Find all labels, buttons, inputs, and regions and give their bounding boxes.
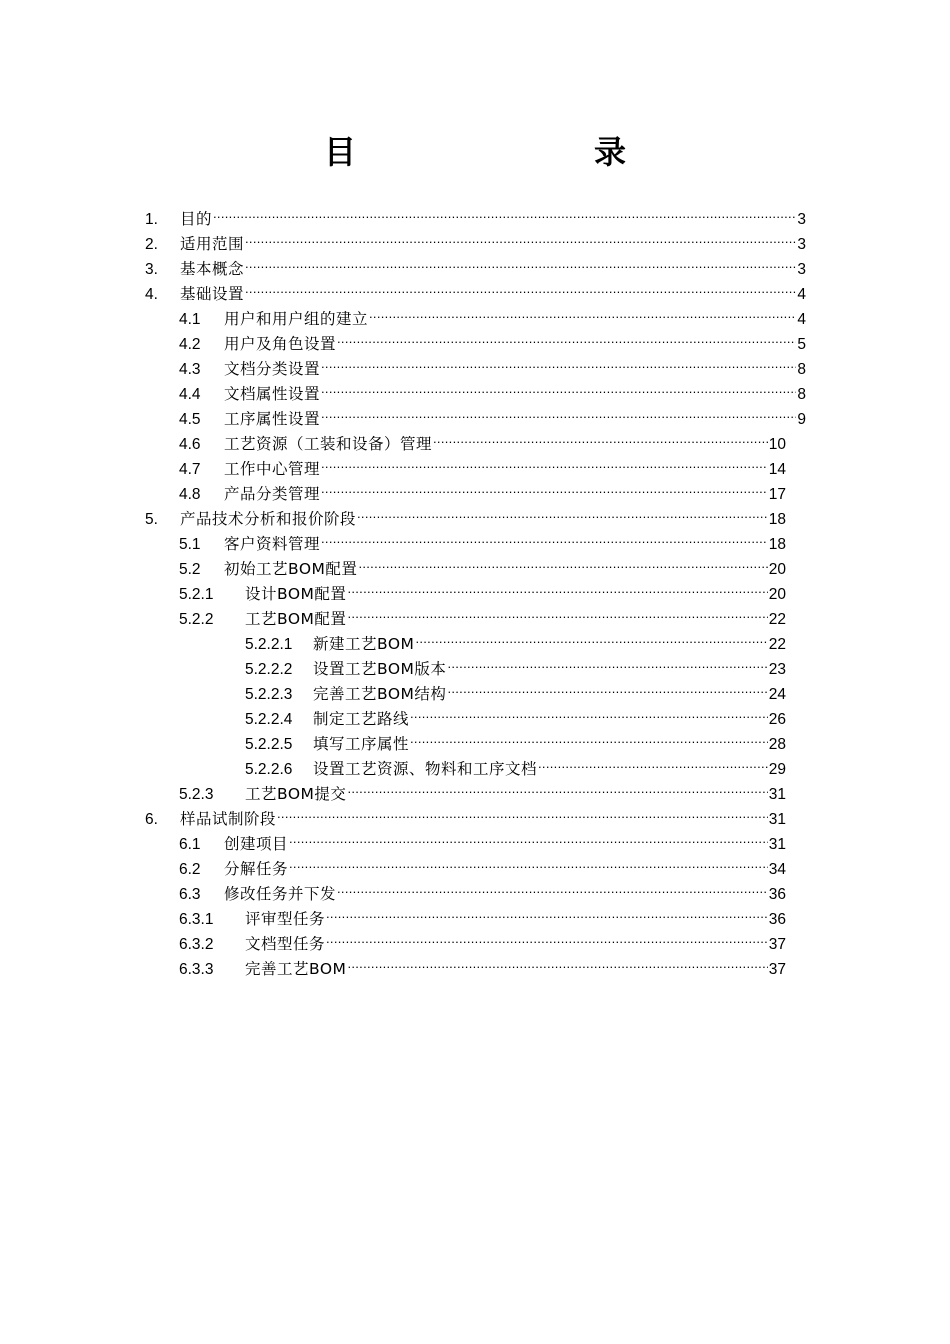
toc-entry-page: 18 <box>768 511 786 528</box>
toc-leader-dots <box>326 924 768 949</box>
toc-leader-dots <box>433 424 768 449</box>
toc-leader-dots <box>410 724 768 749</box>
toc-entry-page: 28 <box>768 736 786 753</box>
toc-entry[interactable] <box>145 449 786 478</box>
toc-entry[interactable] <box>145 724 786 753</box>
toc-entry-page: 22 <box>768 636 786 653</box>
toc-entry-page: 20 <box>768 586 786 603</box>
toc-entry-number: 1. <box>145 211 158 228</box>
toc-entry-title: 完善工艺BOM <box>245 960 347 978</box>
toc-leader-dots <box>347 949 767 974</box>
toc-entry-number: 6.3 <box>179 886 201 903</box>
toc-entry-page: 4 <box>797 311 806 328</box>
toc-entry[interactable] <box>145 249 806 278</box>
toc-leader-dots <box>321 399 796 424</box>
toc-entry-number: 5.2.2 <box>179 611 214 628</box>
toc-entry-number: 6.3.3 <box>179 961 214 978</box>
toc-entry[interactable] <box>145 574 786 603</box>
toc-leader-dots <box>245 249 796 274</box>
toc-entry-title: 填写工序属性 <box>313 735 410 753</box>
toc-entry-title: 产品技术分析和报价阶段 <box>180 510 357 528</box>
toc-entry-number: 3. <box>145 261 158 278</box>
toc-entry-page: 37 <box>768 961 786 978</box>
toc-leader-dots <box>213 199 796 224</box>
toc-entry-title: 文档型任务 <box>245 935 326 953</box>
toc-entry-page: 10 <box>768 436 786 453</box>
toc-entry-title: 完善工艺BOM结构 <box>313 685 447 703</box>
toc-title: 目 录 <box>323 133 684 171</box>
toc-entry-title: 基本概念 <box>180 260 245 278</box>
toc-entry-title: 创建项目 <box>224 835 289 853</box>
toc-entry-number: 5.2.2.4 <box>245 711 293 728</box>
toc-leader-dots <box>277 799 768 824</box>
toc-entry-number: 4.8 <box>179 486 201 503</box>
toc-entry-page: 31 <box>768 786 786 803</box>
toc-entry-number: 5. <box>145 511 158 528</box>
toc-leader-dots <box>447 674 767 699</box>
toc-entry[interactable] <box>145 549 786 578</box>
toc-entry[interactable] <box>145 824 786 853</box>
toc-entry-title: 工艺BOM配置 <box>245 610 347 628</box>
toc-leader-dots <box>538 749 768 774</box>
toc-entry-number: 5.2.2.2 <box>245 661 293 678</box>
toc-entry-title: 目的 <box>180 210 213 228</box>
toc-entry[interactable] <box>145 499 786 528</box>
toc-entry-title: 文档分类设置 <box>224 360 321 378</box>
table-of-contents <box>145 199 806 978</box>
toc-entry-page: 26 <box>768 711 786 728</box>
toc-entry-title: 文档属性设置 <box>224 385 321 403</box>
toc-leader-dots <box>447 649 767 674</box>
toc-entry-title: 产品分类管理 <box>224 485 321 503</box>
toc-leader-dots <box>289 824 768 849</box>
toc-leader-dots <box>245 274 796 299</box>
toc-entry-page: 18 <box>768 536 786 553</box>
toc-leader-dots <box>321 474 768 499</box>
toc-entry-page: 3 <box>797 236 806 253</box>
toc-entry-number: 6.1 <box>179 836 201 853</box>
toc-entry-page: 22 <box>768 611 786 628</box>
toc-entry-page: 24 <box>768 686 786 703</box>
toc-entry-number: 5.2.3 <box>179 786 214 803</box>
toc-entry-number: 4.7 <box>179 461 201 478</box>
toc-entry-number: 6.3.2 <box>179 936 214 953</box>
toc-entry-page: 14 <box>768 461 786 478</box>
toc-entry-page: 37 <box>768 936 786 953</box>
toc-entry[interactable] <box>145 649 786 678</box>
toc-entry-number: 5.2.2.3 <box>245 686 293 703</box>
toc-entry[interactable] <box>145 474 786 503</box>
toc-entry-title: 适用范围 <box>180 235 245 253</box>
toc-entry-title: 客户资料管理 <box>224 535 321 553</box>
toc-entry-title: 基础设置 <box>180 285 245 303</box>
toc-entry-title: 工艺BOM提交 <box>245 785 347 803</box>
toc-leader-dots <box>415 624 767 649</box>
toc-entry-number: 4. <box>145 286 158 303</box>
toc-entry-number: 6. <box>145 811 158 828</box>
toc-entry-title: 初始工艺BOM配置 <box>224 560 358 578</box>
toc-entry[interactable] <box>145 299 806 328</box>
toc-entry-title: 设置工艺资源、物料和工序文档 <box>313 760 538 778</box>
toc-leader-dots <box>347 574 767 599</box>
toc-entry-page: 8 <box>797 386 806 403</box>
toc-entry-page: 29 <box>768 761 786 778</box>
toc-entry[interactable] <box>145 524 786 553</box>
toc-entry-title: 评审型任务 <box>245 910 326 928</box>
toc-entry-page: 36 <box>768 886 786 903</box>
toc-leader-dots <box>358 549 767 574</box>
toc-leader-dots <box>321 524 768 549</box>
toc-entry-number: 4.3 <box>179 361 201 378</box>
toc-entry-number: 2. <box>145 236 158 253</box>
toc-entry[interactable] <box>145 349 806 378</box>
toc-entry-title: 设置工艺BOM版本 <box>313 660 447 678</box>
toc-entry-page: 3 <box>797 211 806 228</box>
toc-entry-title: 用户和用户组的建立 <box>224 310 369 328</box>
toc-entry[interactable] <box>145 924 786 953</box>
toc-leader-dots <box>369 299 796 324</box>
toc-entry-page: 5 <box>797 336 806 353</box>
toc-entry-title: 分解任务 <box>224 860 289 878</box>
toc-entry[interactable] <box>145 599 786 628</box>
toc-entry[interactable] <box>145 774 786 803</box>
toc-entry-number: 6.3.1 <box>179 911 214 928</box>
toc-leader-dots <box>326 899 768 924</box>
toc-leader-dots <box>321 449 768 474</box>
toc-entry-page: 3 <box>797 261 806 278</box>
toc-leader-dots <box>289 849 768 874</box>
toc-entry-title: 修改任务并下发 <box>224 885 337 903</box>
toc-leader-dots <box>245 224 796 249</box>
toc-entry[interactable] <box>145 799 786 828</box>
toc-entry-number: 4.1 <box>179 311 201 328</box>
toc-entry[interactable] <box>145 324 806 353</box>
toc-leader-dots <box>347 774 767 799</box>
toc-leader-dots <box>357 499 768 524</box>
toc-entry-page: 17 <box>768 486 786 503</box>
toc-entry-title: 用户及角色设置 <box>224 335 337 353</box>
toc-entry-page: 23 <box>768 661 786 678</box>
toc-entry-page: 8 <box>797 361 806 378</box>
toc-entry[interactable] <box>145 199 806 228</box>
toc-entry-title: 新建工艺BOM <box>313 635 415 653</box>
toc-entry-page: 31 <box>768 811 786 828</box>
toc-entry[interactable] <box>145 874 786 903</box>
toc-leader-dots <box>337 874 768 899</box>
toc-entry-page: 36 <box>768 911 786 928</box>
toc-entry-page: 20 <box>768 561 786 578</box>
toc-entry[interactable] <box>145 424 786 453</box>
toc-entry[interactable] <box>145 399 806 428</box>
toc-entry-title: 工序属性设置 <box>224 410 321 428</box>
toc-entry[interactable] <box>145 224 806 253</box>
toc-entry[interactable] <box>145 374 806 403</box>
toc-entry-number: 5.2.2.1 <box>245 636 293 653</box>
toc-entry-page: 9 <box>797 411 806 428</box>
toc-entry-title: 工作中心管理 <box>224 460 321 478</box>
toc-entry-title: 样品试制阶段 <box>180 810 277 828</box>
toc-entry-page: 4 <box>797 286 806 303</box>
toc-entry[interactable] <box>145 899 786 928</box>
toc-entry[interactable] <box>145 749 786 778</box>
toc-entry-number: 5.2.1 <box>179 586 214 603</box>
toc-entry-page: 34 <box>768 861 786 878</box>
toc-entry[interactable] <box>145 849 786 878</box>
toc-entry[interactable] <box>145 274 806 303</box>
toc-entry[interactable] <box>145 674 786 703</box>
toc-entry-number: 5.2.2.5 <box>245 736 293 753</box>
toc-entry[interactable] <box>145 949 786 978</box>
toc-leader-dots <box>410 699 768 724</box>
toc-entry-number: 5.2 <box>179 561 201 578</box>
toc-leader-dots <box>337 324 796 349</box>
toc-entry-number: 4.2 <box>179 336 201 353</box>
toc-entry-number: 5.1 <box>179 536 201 553</box>
toc-entry-number: 4.6 <box>179 436 201 453</box>
toc-entry[interactable] <box>145 699 786 728</box>
toc-entry-number: 4.5 <box>179 411 201 428</box>
toc-entry[interactable] <box>145 624 786 653</box>
toc-entry-number: 6.2 <box>179 861 201 878</box>
toc-entry-title: 制定工艺路线 <box>313 710 410 728</box>
toc-entry-title: 工艺资源（工装和设备）管理 <box>224 435 433 453</box>
toc-leader-dots <box>347 599 767 624</box>
toc-entry-title: 设计BOM配置 <box>245 585 347 603</box>
toc-leader-dots <box>321 374 796 399</box>
toc-entry-number: 5.2.2.6 <box>245 761 293 778</box>
toc-leader-dots <box>321 349 796 374</box>
toc-entry-number: 4.4 <box>179 386 201 403</box>
toc-entry-page: 31 <box>768 836 786 853</box>
